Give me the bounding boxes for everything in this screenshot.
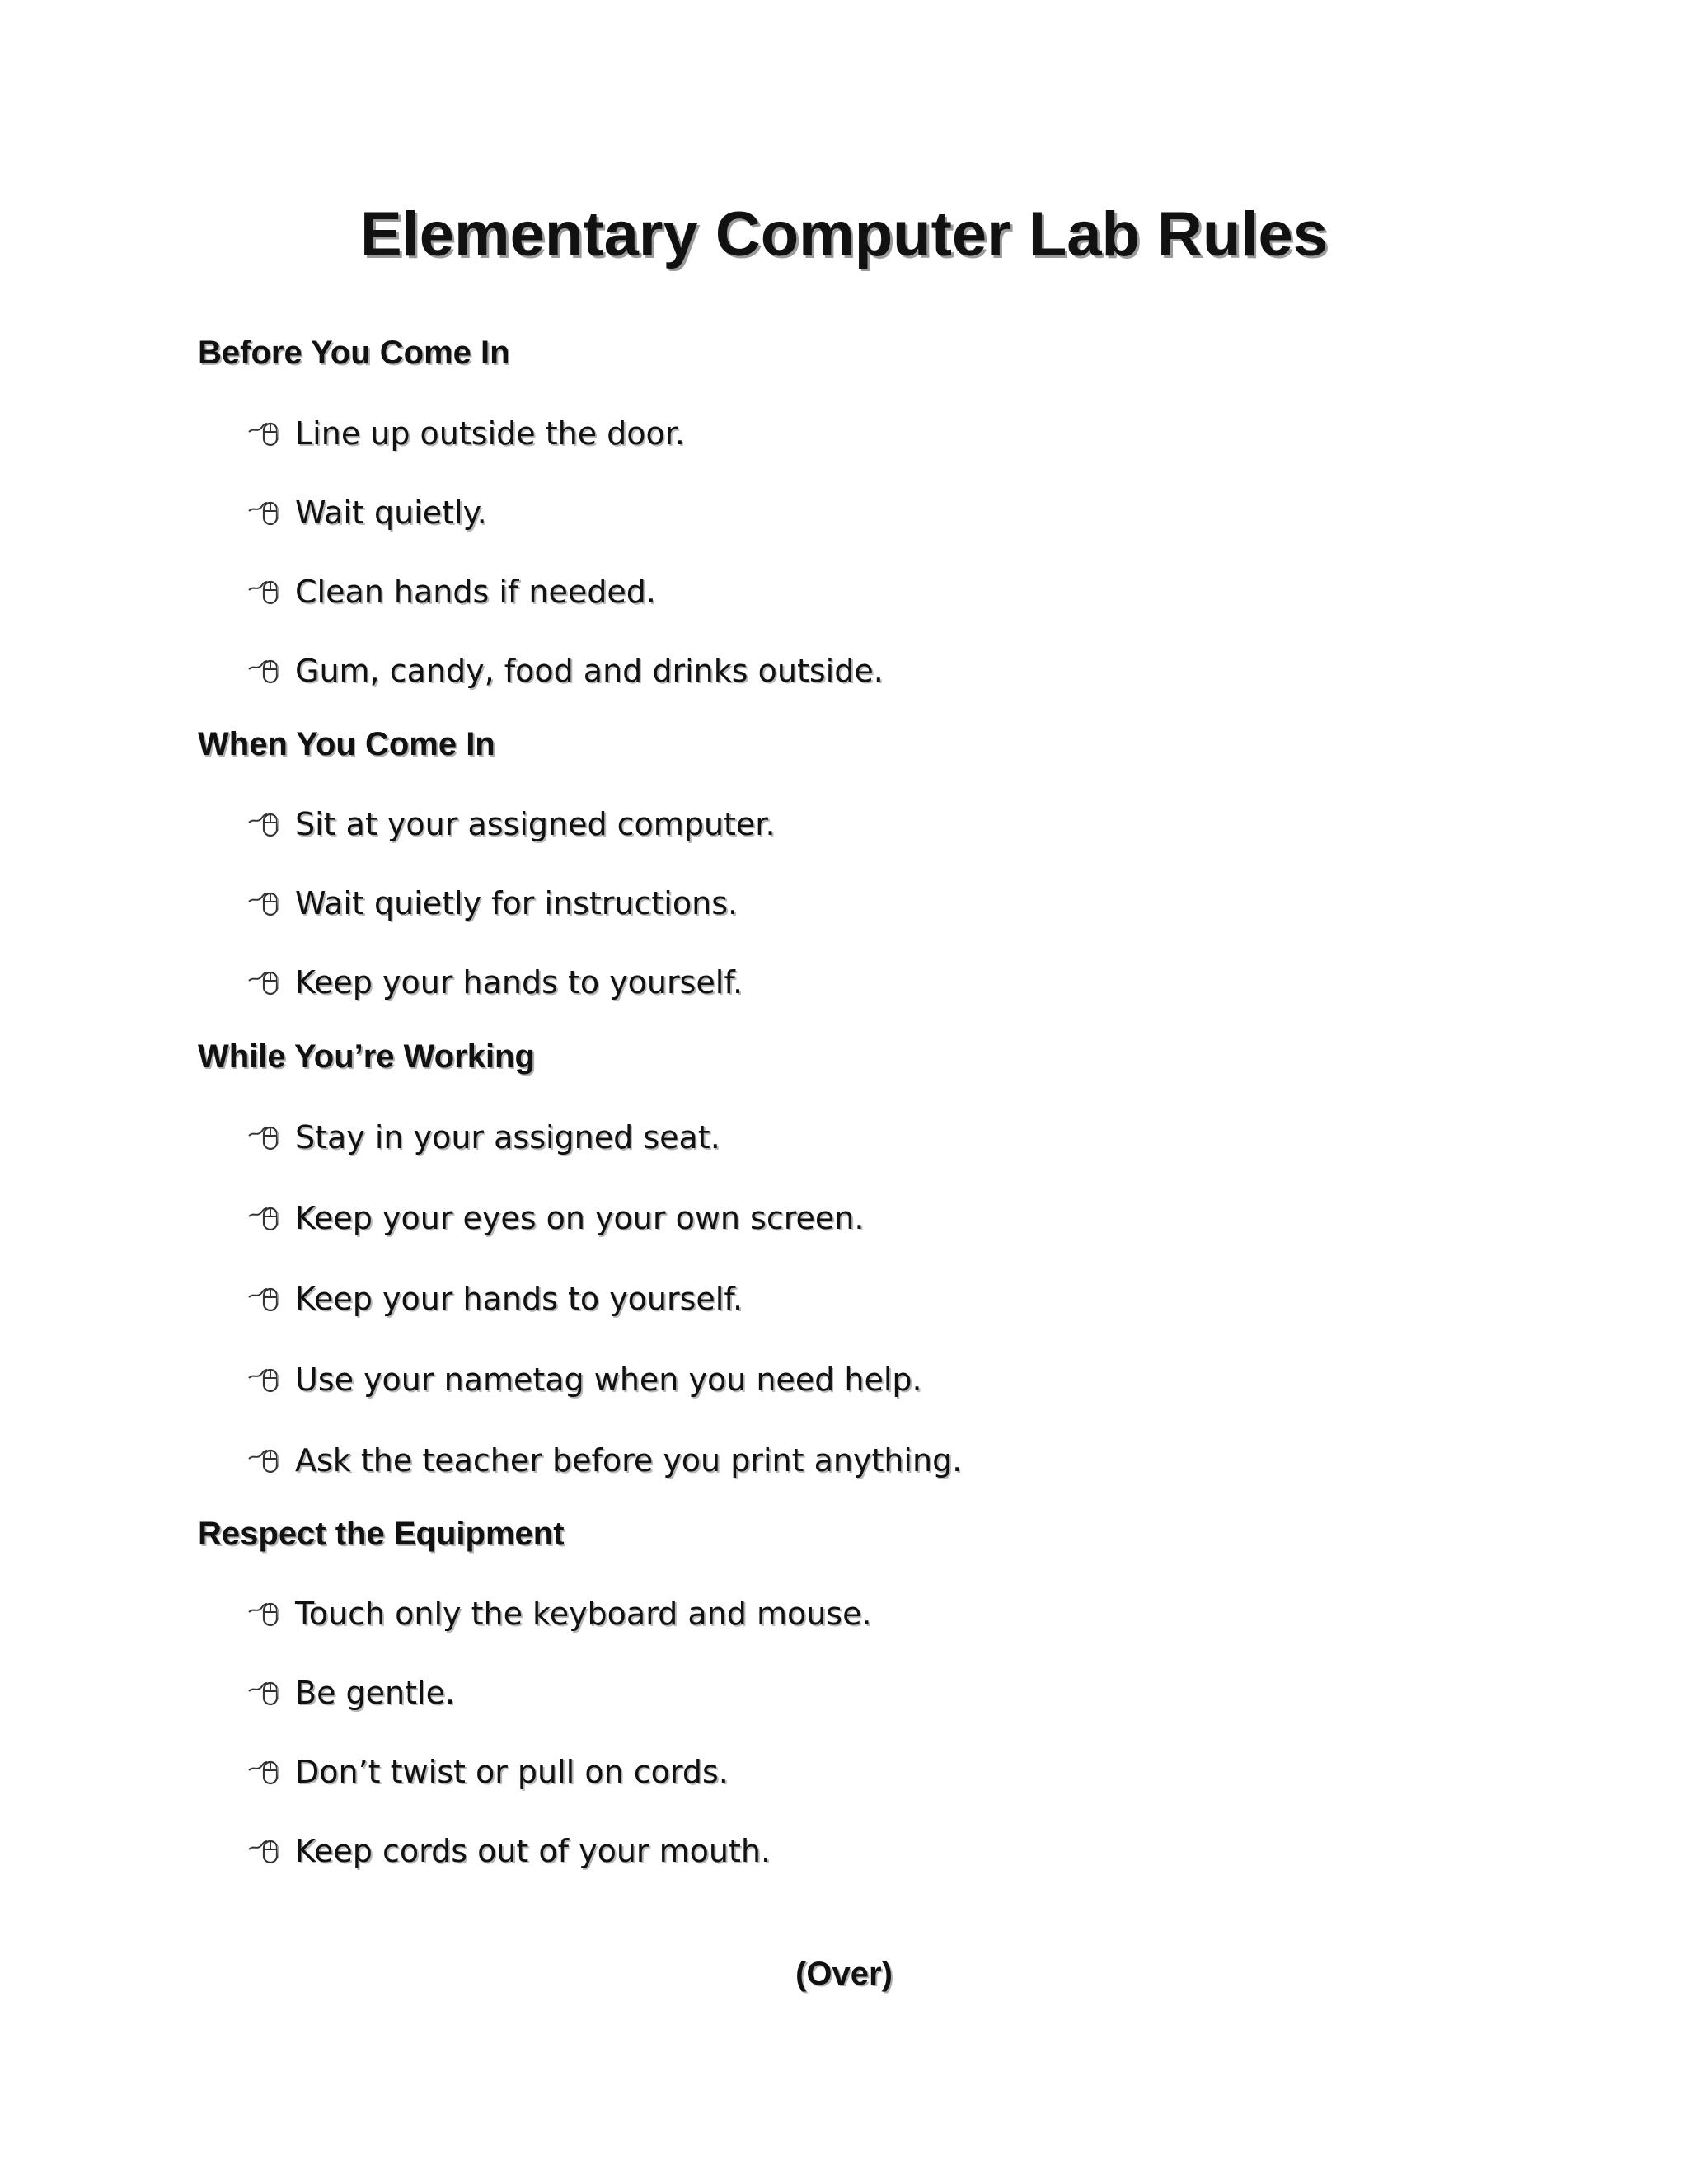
section-heading-before-you-come-in: Before You Come In <box>198 335 510 371</box>
list-item-text: Use your nametag when you need help. <box>295 1361 922 1398</box>
list-item <box>247 410 685 457</box>
list-item <box>247 1114 720 1160</box>
footer-over: (Over) <box>795 1956 893 1992</box>
mouse-icon <box>247 1200 284 1236</box>
mouse-icon <box>247 1675 284 1711</box>
section-heading-when-you-come-in: When You Come In <box>198 726 495 762</box>
list-item-text: Stay in your assigned seat. <box>295 1119 720 1155</box>
list-item-text: Keep cords out of your mouth. <box>295 1833 771 1869</box>
list-item <box>247 1437 962 1483</box>
list-item-text: Keep your hands to yourself. <box>295 964 743 1001</box>
list-item-text: Sit at your assigned computer. <box>295 806 776 842</box>
list-item-text: Keep your hands to yourself. <box>295 1281 743 1317</box>
list-item <box>247 569 656 615</box>
list-item <box>247 490 487 536</box>
list-item <box>247 1591 872 1637</box>
section-heading-while-youre-working: While You’re Working <box>198 1038 535 1075</box>
mouse-icon <box>247 494 284 531</box>
list-item-text: Ask the teacher before you print anything. <box>295 1442 963 1479</box>
list-item <box>247 959 743 1005</box>
mouse-icon <box>247 1281 284 1317</box>
mouse-icon <box>247 1442 284 1479</box>
list-item-text: Wait quietly for instructions. <box>295 885 738 921</box>
mouse-icon <box>247 1754 284 1790</box>
list-item-text: Don’t twist or pull on cords. <box>295 1754 729 1790</box>
list-item <box>247 1276 743 1322</box>
list-item <box>247 1670 455 1716</box>
list-item <box>247 1828 771 1874</box>
list-item-text: Gum, candy, food and drinks outside. <box>295 653 884 689</box>
list-item-text: Keep your eyes on your own screen. <box>295 1200 865 1236</box>
mouse-icon <box>247 415 284 452</box>
list-item <box>247 648 884 694</box>
list-item <box>247 1357 922 1403</box>
list-item <box>247 801 776 847</box>
list-item-text: Touch only the keyboard and mouse. <box>295 1596 872 1632</box>
mouse-icon <box>247 964 284 1001</box>
list-item-text: Clean hands if needed. <box>295 574 656 610</box>
mouse-icon <box>247 574 284 610</box>
list-item-text: Wait quietly. <box>295 494 487 531</box>
list-item <box>247 1195 864 1241</box>
mouse-icon <box>247 1596 284 1632</box>
list-item <box>247 1749 729 1795</box>
mouse-icon <box>247 1833 284 1869</box>
list-item <box>247 880 738 926</box>
list-item-text: Be gentle. <box>295 1675 456 1711</box>
page-title: Elementary Computer Lab Rules <box>359 199 1329 269</box>
mouse-icon <box>247 885 284 921</box>
mouse-icon <box>247 1119 284 1155</box>
mouse-icon <box>247 653 284 689</box>
list-item-text: Line up outside the door. <box>295 415 685 452</box>
mouse-icon <box>247 806 284 842</box>
mouse-icon <box>247 1361 284 1398</box>
section-heading-respect-the-equipment: Respect the Equipment <box>198 1516 565 1552</box>
